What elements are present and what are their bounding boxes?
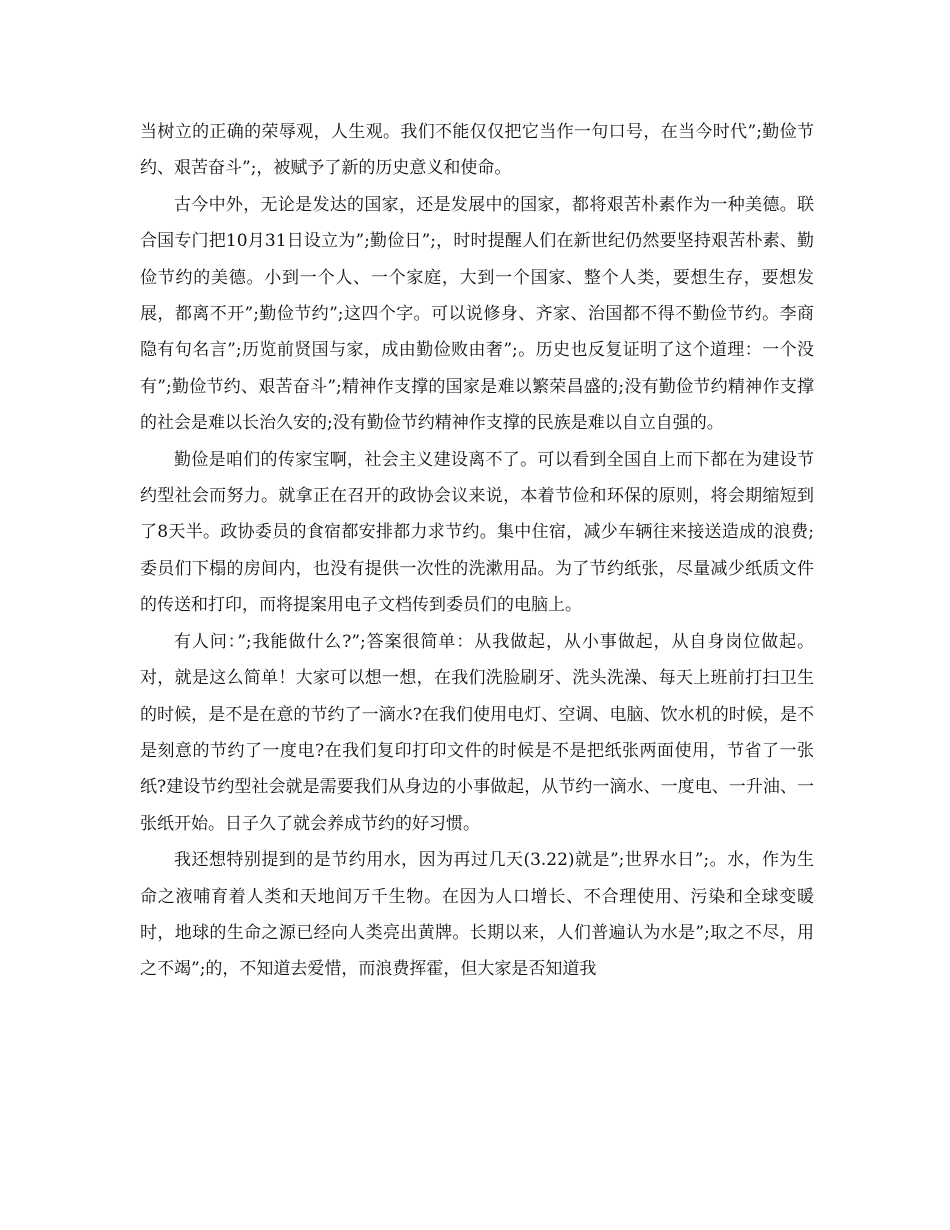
document-body	[140, 114, 814, 988]
paragraph-4: 有人问：”;我能做什么?”;答案很简单：从我做起，从小事做起，从自身岗位做起。对，就是这么简单！大家可以想一想，在我们洗脸刷牙、洗头洗澡、每天上班前打扫卫生的时候，是不是在意的节约了一滴水?在我们使用电灯、空调、电脑、饮水机的时候，是不是刻意的节约了一度电?在我们复印打印文件的时候是不是把纸张两面使用，节省了一张纸?建设节约型社会就是需要我们从身边的小事做起，从节约一滴水、一度电、一升油、一张纸开始。日子久了就会养成节约的好习惯。	[140, 631, 814, 834]
paragraph-3: 勤俭是咱们的传家宝啊，社会主义建设离不了。可以看到全国自上而下都在为建设节约型社会而努力。就拿正在召开的政协会议来说，本着节俭和环保的原则，将会期缩短到了8天半。政协委员的食宿都安排都力求节约。集中住宿，减少车辆往来接送造成的浪费;委员们下榻的房间内，也没有提供一次性的洗漱用品。为了节约纸张，尽量减少纸质文件的传送和打印，而将提案用电子文档传到委员们的电脑上。	[140, 449, 814, 616]
paragraph-2: 古今中外，无论是发达的国家，还是发展中的国家，都将艰苦朴素作为一种美德。联合国专门把10月31日设立为”;勤俭日”;，时时提醒人们在新世纪仍然要坚持艰苦朴素、勤俭节约的美德。小到一个人、一个家庭，大到一个国家、整个人类，要想生存，要想发展，都离不开”;勤俭节约”;这四个字。可以说修身、齐家、治国都不得不勤俭节约。李商隐有句名言”;历览前贤国与家，成由勤俭败由奢”;。历史也反复证明了这个道理：一个没有”;勤俭节约、艰苦奋斗”;精神作支撑的国家是难以繁荣昌盛的;没有勤俭节约精神作支撑的社会是难以长治久安的;没有勤俭节约精神作支撑的民族是难以自立自强的。	[140, 194, 814, 434]
paragraph-5: 我还想特别提到的是节约用水，因为再过几天(3.22)就是”;世界水日”;。水，作为生命之液哺育着人类和天地间万千生物。在因为人口增长、不合理使用、污染和全球变暖时，地球的生命之源已经向人类亮出黄牌。长期以来，人们普遍认为水是”;取之不尽，用之不竭”;的，不知道去爱惜，而浪费挥霍，但大家是否知道我	[140, 850, 814, 980]
paragraph-1: 当树立的正确的荣辱观，人生观。我们不能仅仅把它当作一句口号，在当今时代”;勤俭节约、艰苦奋斗”;，被赋予了新的历史意义和使命。	[140, 122, 814, 179]
